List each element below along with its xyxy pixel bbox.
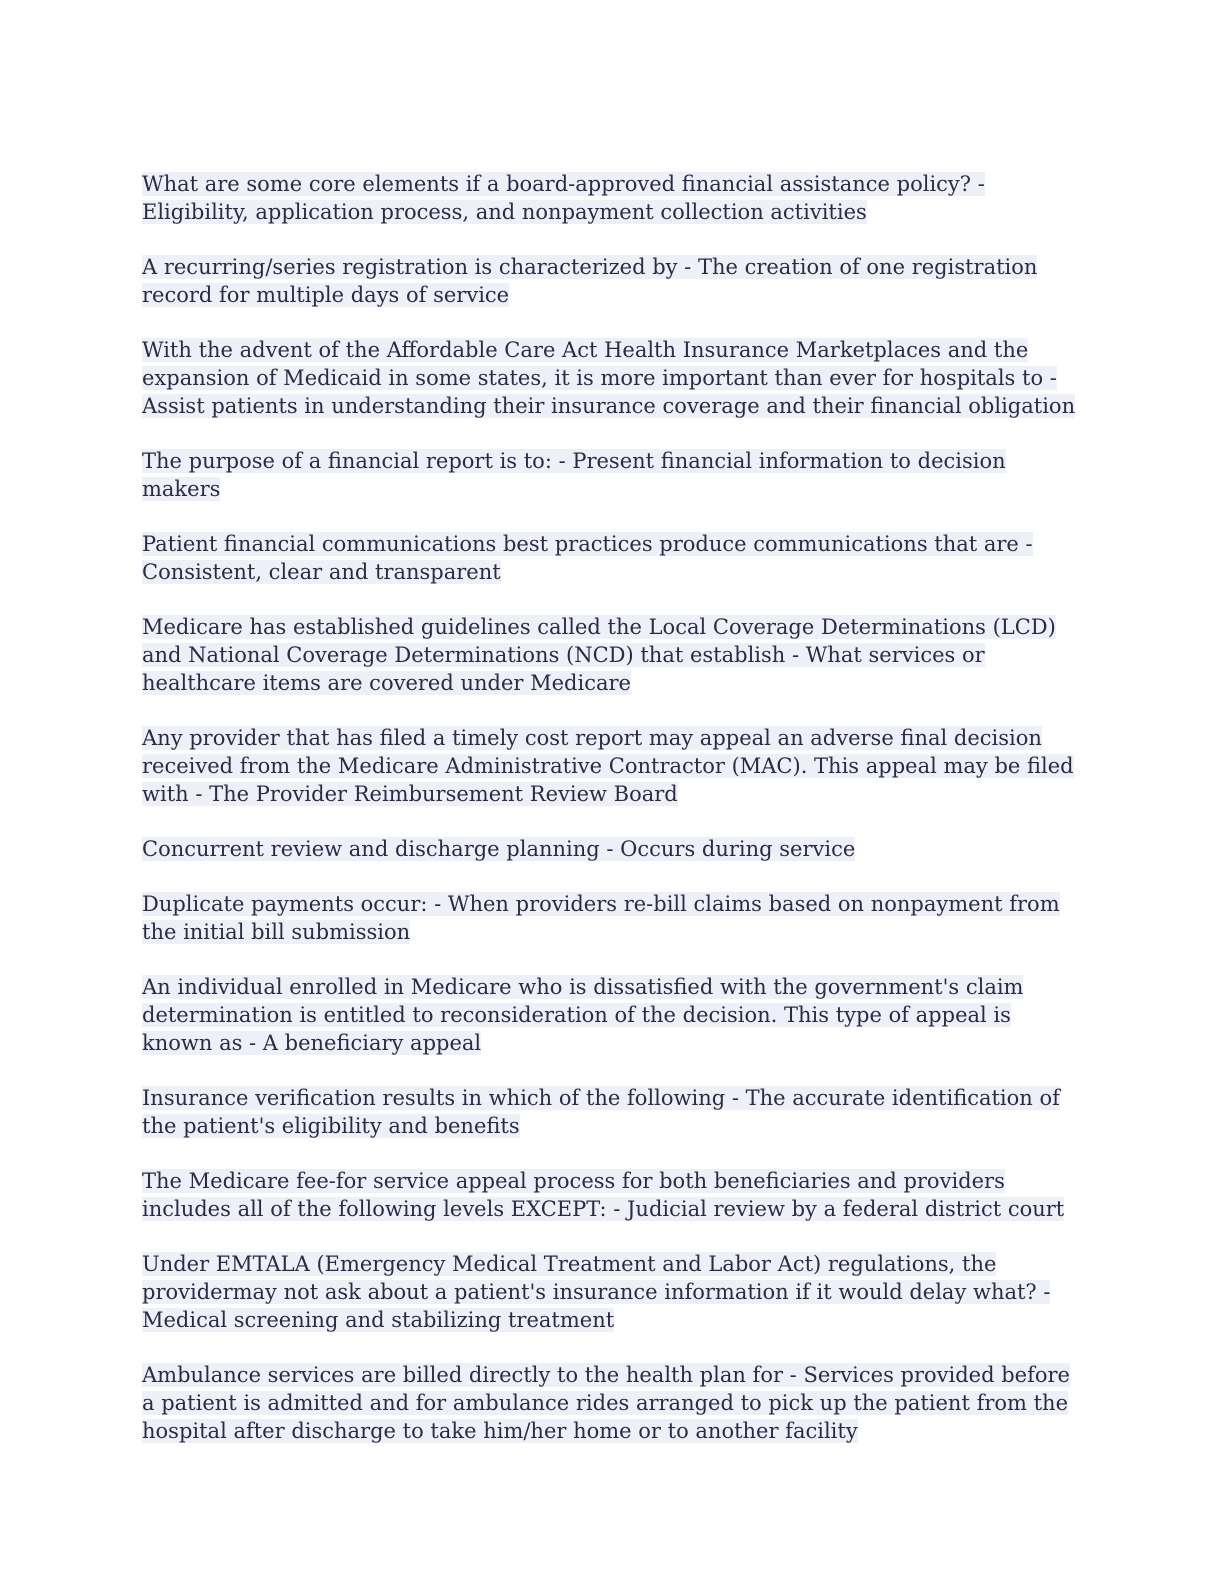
qa-text: An individual enrolled in Medicare who is dissatisfied with the government's claim determination is entitled to reconsideration of the decision. This type of appeal is known as - A beneficiary appeal	[142, 975, 1024, 1055]
qa-text: Ambulance services are billed directly to the health plan for - Services provided before a patient is admitted and for ambulance rides arranged to pick up the patient from the hospital after discharge to take him/her home or to another facility	[142, 1363, 1070, 1443]
qa-item	[142, 530, 1082, 586]
qa-item	[142, 890, 1082, 946]
qa-item	[142, 973, 1082, 1057]
qa-text: Medicare has established guidelines called the Local Coverage Determinations (LCD) and National Coverage Determinations (NCD) that establish - What services or healthcare items are covered under Medicare	[142, 615, 1056, 695]
qa-text: Any provider that has filed a timely cost report may appeal an adverse final decision received from the Medicare Administrative Contractor (MAC). This appeal may be filed with - The Provider Reimbursement Review Board	[142, 726, 1074, 806]
qa-item	[142, 1250, 1082, 1334]
document-page	[142, 170, 1082, 1472]
qa-text: Insurance verification results in which of the following - The accurate identification of the patient's eligibility and benefits	[142, 1086, 1060, 1138]
qa-item	[142, 1167, 1082, 1223]
qa-text: A recurring/series registration is characterized by - The creation of one registration record for multiple days of service	[142, 255, 1038, 307]
qa-text: With the advent of the Affordable Care Act Health Insurance Marketplaces and the expansion of Medicaid in some states, it is more important than ever for hospitals to - Assist patients in understanding their insurance coverage and their financial obligation	[142, 338, 1076, 418]
qa-text: Duplicate payments occur: - When providers re-bill claims based on nonpayment from the initial bill submission	[142, 892, 1060, 944]
qa-text: Under EMTALA (Emergency Medical Treatment and Labor Act) regulations, the providermay not ask about a patient's insurance information if it would delay what? - Medical screening and stabilizing treatment	[142, 1252, 1051, 1332]
qa-item	[142, 253, 1082, 309]
qa-item	[142, 1361, 1082, 1445]
qa-text: What are some core elements if a board-approved financial assistance policy? - Eligibility, application process, and nonpayment collection activities	[142, 172, 985, 224]
qa-item	[142, 170, 1082, 226]
qa-text: The purpose of a financial report is to: - Present financial information to decision makers	[142, 449, 1006, 501]
qa-text: Patient financial communications best practices produce communications that are - Consistent, clear and transparent	[142, 532, 1033, 584]
qa-item	[142, 613, 1082, 697]
qa-item	[142, 336, 1082, 420]
qa-text: The Medicare fee-for service appeal process for both beneficiaries and providers includes all of the following levels EXCEPT: - Judicial review by a federal district court	[142, 1169, 1065, 1221]
qa-item	[142, 1084, 1082, 1140]
qa-item	[142, 835, 1082, 863]
qa-item	[142, 447, 1082, 503]
qa-text: Concurrent review and discharge planning - Occurs during service	[142, 837, 856, 861]
qa-item	[142, 724, 1082, 808]
